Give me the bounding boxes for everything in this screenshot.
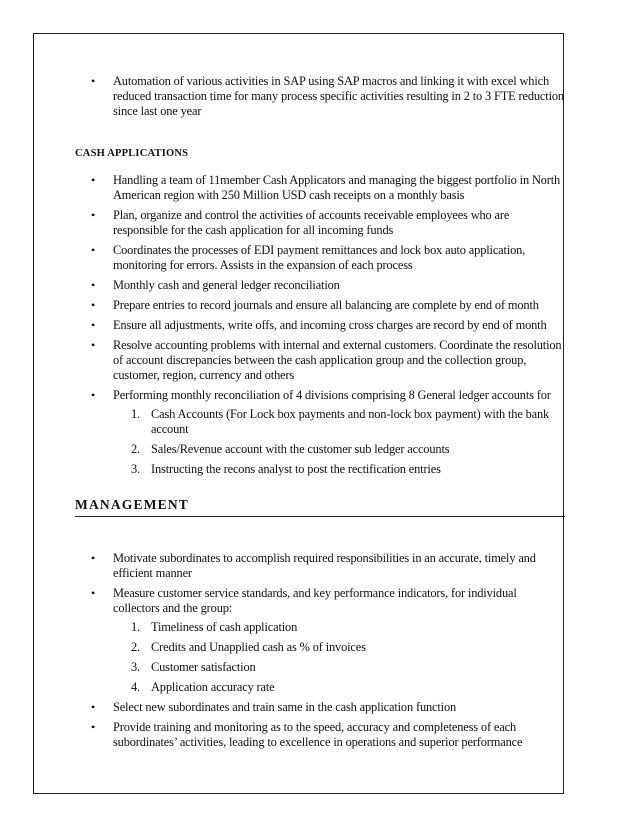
bullet-item: • Motivate subordinates to accomplish required responsibilities in an accurate, timely and efficient manner (75, 551, 565, 581)
item-number: 3. (131, 462, 140, 476)
item-number: 2. (131, 442, 140, 456)
resume-content (75, 74, 565, 755)
bullet-item: • Automation of various activities in SAP using SAP macros and linking it with excel which reduced transaction time for many process specific activities resulting in 2 to 3 FTE reduction since last one year (75, 74, 565, 119)
management-bullet-list (75, 551, 565, 750)
bullet-item: • Prepare entries to record journals and ensure all balancing are complete by end of month (75, 298, 565, 313)
bullet-item: • Coordinates the processes of EDI payment remittances and lock box auto application, monitoring for errors. Assists in the expansion of each process (75, 243, 565, 273)
kpi-numbered-list (113, 620, 565, 695)
numbered-item (113, 442, 565, 457)
numbered-item (113, 620, 565, 635)
item-text: Application accuracy rate (151, 680, 275, 694)
bullet-item: • Select new subordinates and train same in the cash application function (75, 700, 565, 715)
bullet-item: • Monthly cash and general ledger reconciliation (75, 278, 565, 293)
bullet-item (75, 586, 565, 695)
intro-bullet-list (75, 74, 565, 119)
numbered-item (113, 640, 565, 655)
numbered-item (113, 462, 565, 477)
item-text: Customer satisfaction (151, 660, 256, 674)
management-section-heading: MANAGEMENT (75, 497, 565, 517)
item-text: Instructing the recons analyst to post the rectification entries (151, 462, 441, 476)
item-number: 4. (131, 680, 140, 694)
cash-applications-heading: CASH APPLICATIONS (75, 148, 189, 159)
item-text: Cash Accounts (For Lock box payments and non-lock box payment) with the bank account (151, 407, 550, 436)
item-number: 3. (131, 660, 140, 674)
reconciliation-numbered-list (113, 407, 565, 477)
bullet-item (75, 388, 565, 477)
bullet-text: Performing monthly reconciliation of 4 divisions comprising 8 General ledger accounts for (113, 388, 551, 402)
bullet-item: • Handling a team of 11member Cash Applicators and managing the biggest portfolio in North American region with 250 Million USD cash receipts on a monthly basis (75, 173, 565, 203)
item-text: Timeliness of cash application (151, 620, 298, 634)
numbered-item (113, 407, 565, 437)
item-text: Credits and Unapplied cash as % of invoices (151, 640, 366, 654)
numbered-item (113, 660, 565, 675)
cash-applications-bullet-list (75, 173, 565, 477)
bullet-item: • Ensure all adjustments, write offs, and incoming cross charges are record by end of month (75, 318, 565, 333)
item-number: 1. (131, 620, 140, 634)
bullet-text: Measure customer service standards, and key performance indicators, for individual collectors and the group: (113, 586, 517, 615)
bullet-item: • Provide training and monitoring as to the speed, accuracy and completeness of each subordinates’ activities, leading to excellence in operations and superior performance (75, 720, 565, 750)
item-number: 1. (131, 407, 140, 421)
item-number: 2. (131, 640, 140, 654)
bullet-item: • Resolve accounting problems with internal and external customers. Coordinate the resolution of account discrepancies between the cash application group and the collection group, customer, region, currency and others (75, 338, 565, 383)
bullet-item: • Plan, organize and control the activities of accounts receivable employees who are responsible for the cash application for all incoming funds (75, 208, 565, 238)
item-text: Sales/Revenue account with the customer sub ledger accounts (151, 442, 450, 456)
numbered-item (113, 680, 565, 695)
